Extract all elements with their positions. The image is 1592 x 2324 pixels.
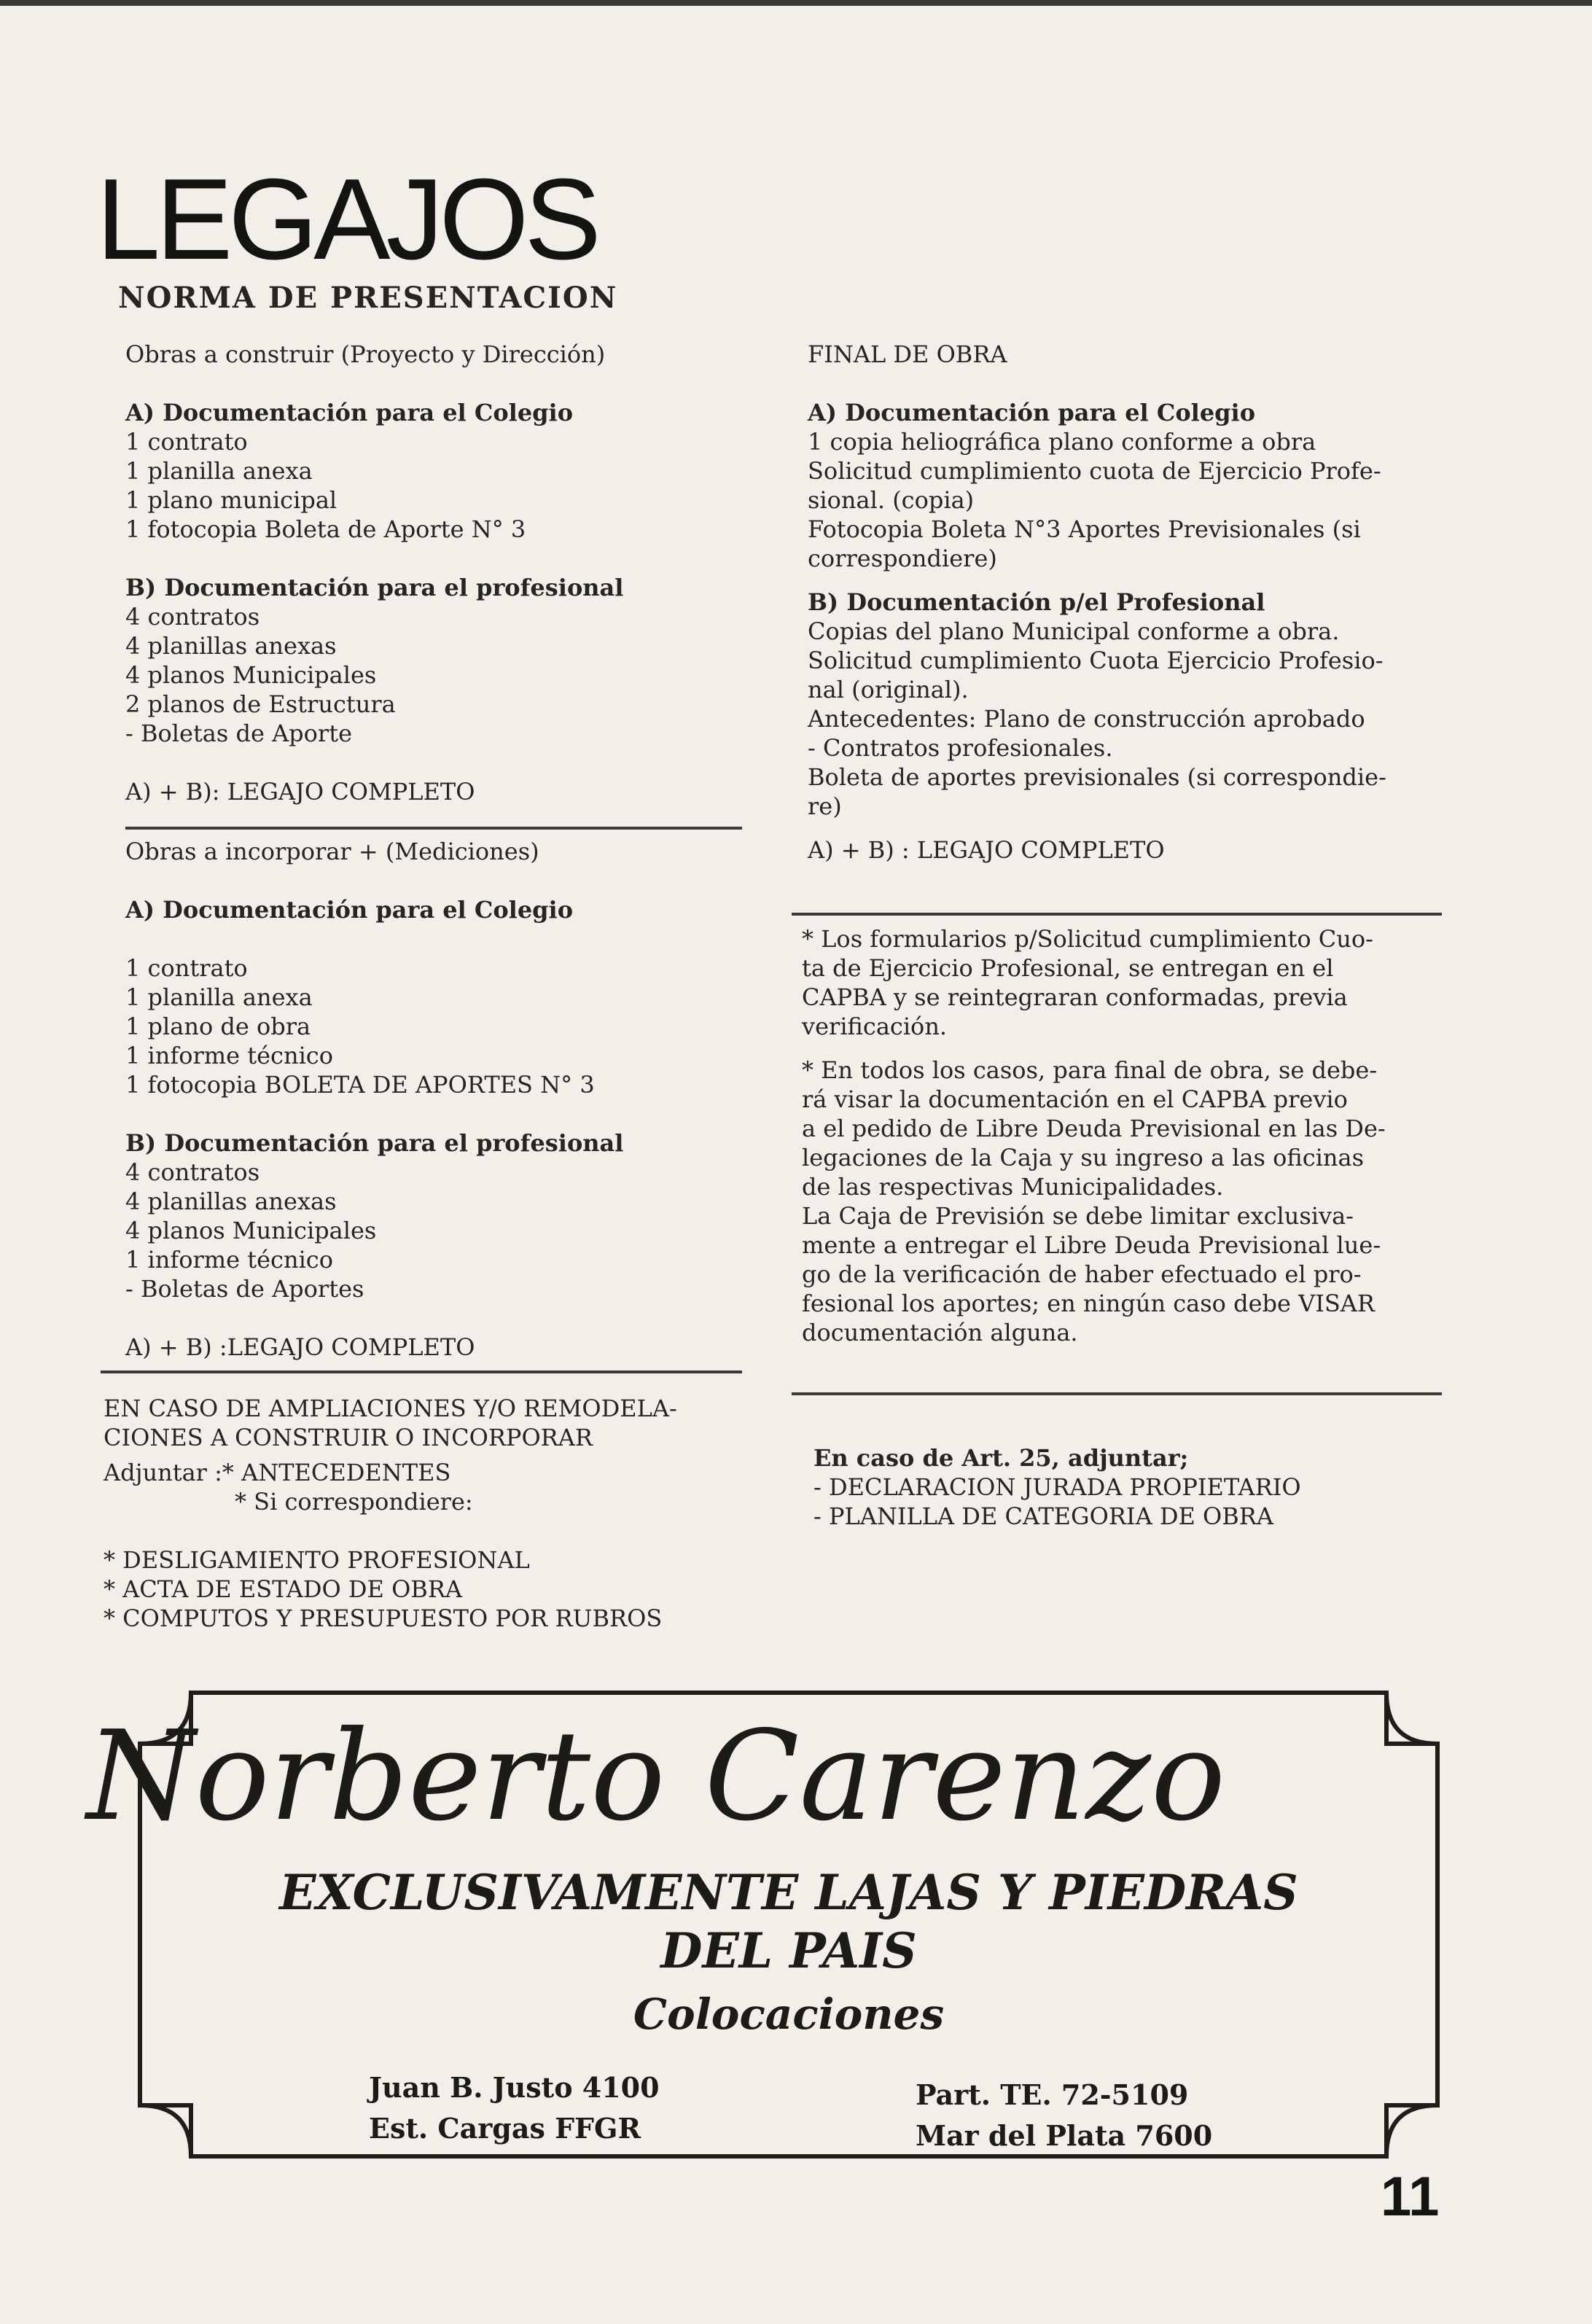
text-line: - Contratos profesionales. [808,734,1113,762]
subsection-heading-profesional: B) Documentación para el profesional [125,1129,624,1157]
adjuntar-label: Adjuntar :* ANTECEDENTES [104,1459,451,1486]
text-line: a el pedido de Libre Deuda Previsional en las De- [802,1115,1386,1142]
list-item: 1 planilla anexa [125,457,313,485]
section-obras-construir [125,340,752,806]
text-line: * Los formularios p/Solicitud cumplimiento Cuo- [802,925,1373,953]
text-line: legaciones de la Caja y su ingreso a las oficinas [802,1144,1365,1171]
text-line: de las respectivas Municipalidades. [802,1173,1224,1201]
list-item: 1 contrato [125,954,248,982]
profesional-items [125,1158,752,1303]
list-item: 2 planos de Estructura [125,690,396,718]
text-line: Copias del plano Municipal conforme a obra. [808,617,1340,645]
section-divider [792,1392,1442,1395]
text-line: documentación alguna. [802,1319,1078,1346]
page-top-edge [0,0,1592,6]
list-item: 4 planillas anexas [125,632,337,660]
list-item: - DECLARACION JURADA PROPIETARIO [813,1473,1301,1501]
address-line: Est. Cargas FFGR [369,2112,641,2145]
note-visado [802,1056,1443,1347]
list-item: 4 contratos [125,603,260,631]
subsection-heading-profesional: B) Documentación para el profesional [125,574,624,601]
text-line: rá visar la documentación en el CAPBA previo [802,1085,1348,1113]
section-heading: Obras a incorporar + (Mediciones) [125,838,539,865]
left-column [125,340,752,806]
text-line: Boleta de aportes previsionales (si correspondie- [808,763,1386,791]
art25-heading: En caso de Art. 25, adjuntar; [813,1444,1189,1472]
text-line: correspondiere) [808,545,997,572]
text-line: Antecedentes: Plano de construcción aprobado [808,705,1365,733]
text-line: nal (original). [808,676,969,703]
si-corresponde-label: * Si correspondiere: [235,1488,473,1516]
text-line: mente a entregar el Libre Deuda Previsional lue- [802,1231,1381,1259]
legajo-completo-label: A) + B): LEGAJO COMPLETO [125,778,475,806]
subsection-heading-colegio: A) Documentación para el Colegio [808,399,1256,426]
ad-contact [916,2075,1212,2156]
ad-service: Colocaciones [633,1989,945,2039]
text-line: 1 copia heliográfica plano conforme a obra [808,428,1316,456]
section-heading: Obras a construir (Proyecto y Dirección) [125,340,606,368]
address-line: Juan B. Justo 4100 [369,2071,660,2104]
subsection-heading-colegio: A) Documentación para el Colegio [125,896,574,924]
section-final-de-obra [808,340,1435,865]
advertiser-name: Norberto Carenzo [86,1704,1226,1849]
list-item: 4 planos Municipales [125,1217,377,1244]
text-line: CAPBA y se reintegraran conformadas, previa [802,983,1348,1011]
text-line: * En todos los casos, para final de obra, se debe- [802,1056,1378,1084]
list-item: 4 contratos [125,1158,260,1186]
phone-line: Part. TE. 72-5109 [916,2078,1189,2111]
ad-address [369,2067,660,2149]
list-item: 4 planos Municipales [125,661,377,689]
text-line: Solicitud cumplimiento Cuota Ejercicio Profesio- [808,647,1384,674]
subsection-heading-colegio: A) Documentación para el Colegio [125,399,574,426]
list-item: 1 plano de obra [125,1013,311,1040]
note-formularios [802,924,1443,1041]
legajo-completo-label: A) + B) : LEGAJO COMPLETO [808,836,1165,864]
list-item: * ACTA DE ESTADO DE OBRA [104,1575,463,1603]
legajo-completo-label: A) + B) :LEGAJO COMPLETO [125,1333,475,1361]
section-divider [101,1370,742,1373]
colegio-lines [808,427,1435,573]
profesional-lines [808,617,1435,821]
ad-tagline: EXCLUSIVAMENTE LAJAS Y PIEDRAS [279,1864,1298,1921]
section-divider [792,913,1442,916]
list-item: 1 fotocopia BOLETA DE APORTES N° 3 [125,1071,595,1099]
section-ampliaciones [104,1394,745,1633]
text-line: verificación. [802,1013,948,1040]
left-column-incorporar [125,837,752,1362]
list-item: - Boletas de Aportes [125,1275,364,1303]
list-item: 1 fotocopia Boleta de Aporte N° 3 [125,515,526,543]
list-item: 1 informe técnico [125,1042,333,1069]
text-line: re) [808,792,842,820]
right-column [808,340,1435,865]
page-number: 11 [1381,2166,1440,2228]
list-item: * COMPUTOS Y PRESUPUESTO POR RUBROS [104,1604,663,1632]
page-subtitle: NORMA DE PRESENTACION [118,281,618,315]
text-line: Solicitud cumplimiento cuota de Ejercicio Profe- [808,457,1381,485]
text-line: ta de Ejercicio Profesional, se entregan en el [802,954,1334,982]
list-item: - Boletas de Aporte [125,720,353,747]
text-line: Fotocopia Boleta N°3 Aportes Previsionales (si [808,515,1361,543]
text-line: fesional los aportes; en ningún caso debe VISAR [802,1290,1375,1317]
art25-items [813,1473,1440,1531]
section-divider [125,827,742,830]
ampliaciones-items [104,1545,745,1633]
ampliaciones-heading-line: CIONES A CONSTRUIR O INCORPORAR [104,1424,593,1451]
list-item: - PLANILLA DE CATEGORIA DE OBRA [813,1502,1273,1530]
list-item: 1 contrato [125,428,248,456]
list-item: 1 plano municipal [125,486,337,514]
ad-tagline: DEL PAIS [660,1922,917,1979]
list-item: 1 planilla anexa [125,983,313,1011]
city-line: Mar del Plata 7600 [916,2119,1213,2152]
subsection-heading-profesional: B) Documentación p/el Profesional [808,588,1265,616]
list-item: 1 informe técnico [125,1246,333,1274]
section-heading: FINAL DE OBRA [808,340,1007,368]
colegio-items [125,427,752,544]
list-item: * DESLIGAMIENTO PROFESIONAL [104,1546,530,1574]
section-art25 [813,1443,1440,1531]
colegio-items [125,954,752,1099]
profesional-items [125,602,752,748]
page-title: LEGAJOS [96,155,597,284]
section-obras-incorporar [125,837,752,1362]
notes-block [802,924,1443,1347]
list-item: 4 planillas anexas [125,1188,337,1215]
ampliaciones-heading-line: EN CASO DE AMPLIACIONES Y/O REMODELA- [104,1395,677,1422]
text-line: La Caja de Previsión se debe limitar exclusiva- [802,1202,1354,1230]
text-line: sional. (copia) [808,486,975,514]
text-line: go de la verificación de haber efectuado el pro- [802,1260,1362,1288]
